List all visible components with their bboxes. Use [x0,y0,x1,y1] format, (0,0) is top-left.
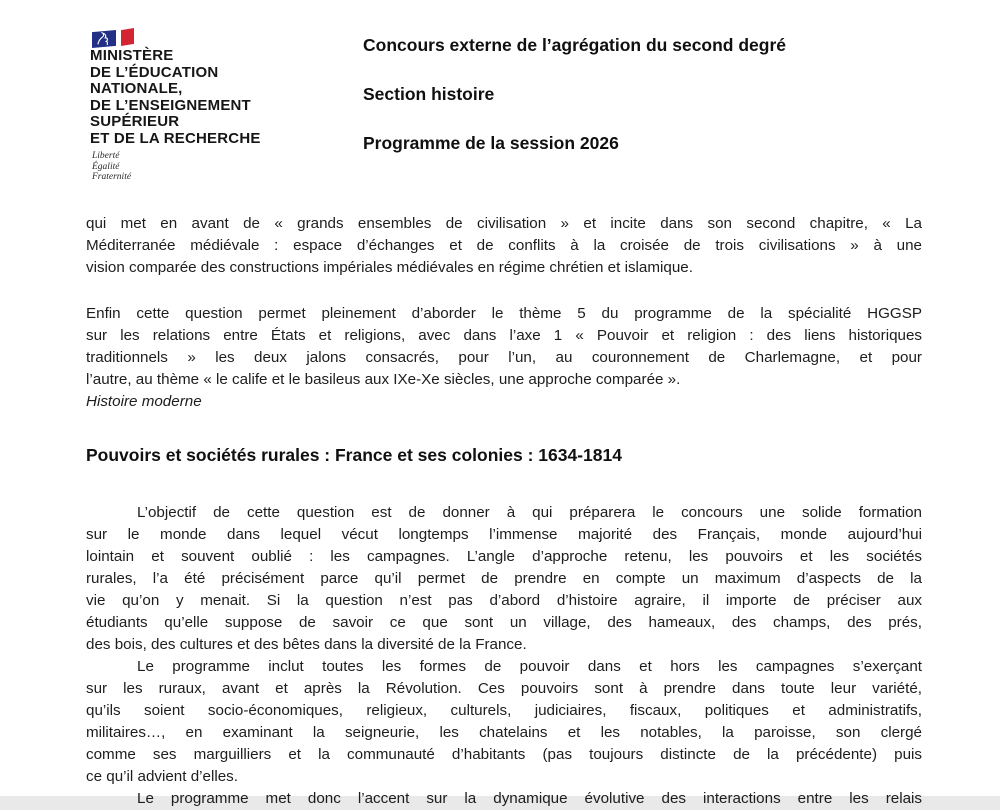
paragraph [86,213,922,279]
text-line: militaires…, en examinant la seigneurie, les chatelains et les notables, la paroisse, son clergé [86,724,922,741]
motto-line: Fraternité [92,172,132,182]
text-line: traditionnels » les deux jalons consacrés, pour l’un, au couronnement de Charlemagne, et pour [86,349,922,366]
text-line: Le programme inclut toutes les formes de pouvoir dans et hors les campagnes s’exerçant [137,658,922,675]
ministry-line: DE L’ENSEIGNEMENT [90,96,251,114]
text-line: l’autre, au thème « le calife et le basileus aux IXe-Xe siècles, une approche comparée ». [86,371,681,388]
subsection-label-histoire-moderne: Histoire moderne [86,393,202,410]
text-line: des bois, des cultures et des bêtes dans la diversité de la France. [86,636,527,653]
text-line: ce qu’il advient d’elles. [86,768,238,785]
text-line: Méditerranée médiévale : espace d’échanges et de conflits à la croisée de trois civilisations » à une [86,237,922,254]
document-section: Section histoire [363,84,495,104]
paragraph [86,502,922,656]
flag-blue-marianne-icon [92,30,116,48]
text-line: étudiants qu’elle suppose de savoir ce que sont un village, des hameaux, des champs, des prés, [86,614,922,631]
text-line: sur les relations entre États et religions, avec dans l’axe 1 « Pouvoir et religion : des liens historiques [86,327,922,344]
ministry-name [90,48,261,147]
document-session: Programme de la session 2026 [363,133,619,153]
text-line: sur les ruraux, avant et après la Révolution. Ces pouvoirs sont à prendre dans toute leur variété, [86,680,922,697]
flag-red-icon [121,28,134,46]
text-line: qui met en avant de « grands ensembles de civilisation » et incite dans son second chapitre, « La [86,215,922,232]
text-line: L’objectif de cette question est de donner à qui préparera le concours une solide formation [137,504,922,521]
text-line: Enfin cette question permet pleinement d’aborder le thème 5 du programme de la spécialité HGGSP [86,305,922,322]
motto-line: Égalité [92,161,120,172]
text-line: vie qu’on y menait. Si la question n’est pas d’abord d’histoire agraire, il importe de préciser aux [86,592,922,609]
text-line: comme ses marguilliers et la communauté d’habitants (pas toujours distincte de la précédente) puis [86,746,922,763]
text-line: lointain et souvent oublié : les campagnes. L’angle d’approche retenu, les pouvoirs et les sociétés [86,548,922,565]
text-line: qu’ils soient socio-économiques, religieux, culturels, judiciaires, fiscaux, politiques et administratifs, [86,702,922,719]
document-body [86,213,922,810]
document-header-titles [363,33,786,155]
republic-motto [92,151,131,183]
text-line: vision comparée des constructions impériales médiévales en régime chrétien et islamique. [86,259,693,276]
ministry-line: NATIONALE, [90,80,183,97]
paragraph [86,303,922,413]
paragraph [86,656,922,788]
ministry-line: DE L’ÉDUCATION [90,63,219,81]
ministry-line: ET DE LA RECHERCHE [90,129,261,147]
document-title: Concours externe de l’agrégation du second degré [363,35,787,55]
text-line: rurales, l’a été précisément parce qu’il permet de prendre en compte un maximum d’aspects de la [86,570,922,587]
section-heading: Pouvoirs et sociétés rurales : France et ses colonies : 1634-1814 [86,445,622,465]
marianne-profile-icon [93,31,115,47]
motto-line: Liberté [92,151,120,161]
ministry-line: MINISTÈRE [90,47,174,64]
french-flag-logo [92,28,134,48]
text-line: sur le monde dans lequel vécut longtemps l’immense majorité des Français, monde aujourd’hui [86,526,922,543]
text-line-partial: Le programme met donc l’accent sur la dynamique évolutive des interactions entre les relais [137,790,922,807]
paragraph-clipped [86,788,922,810]
ministry-line: SUPÉRIEUR [90,113,180,130]
